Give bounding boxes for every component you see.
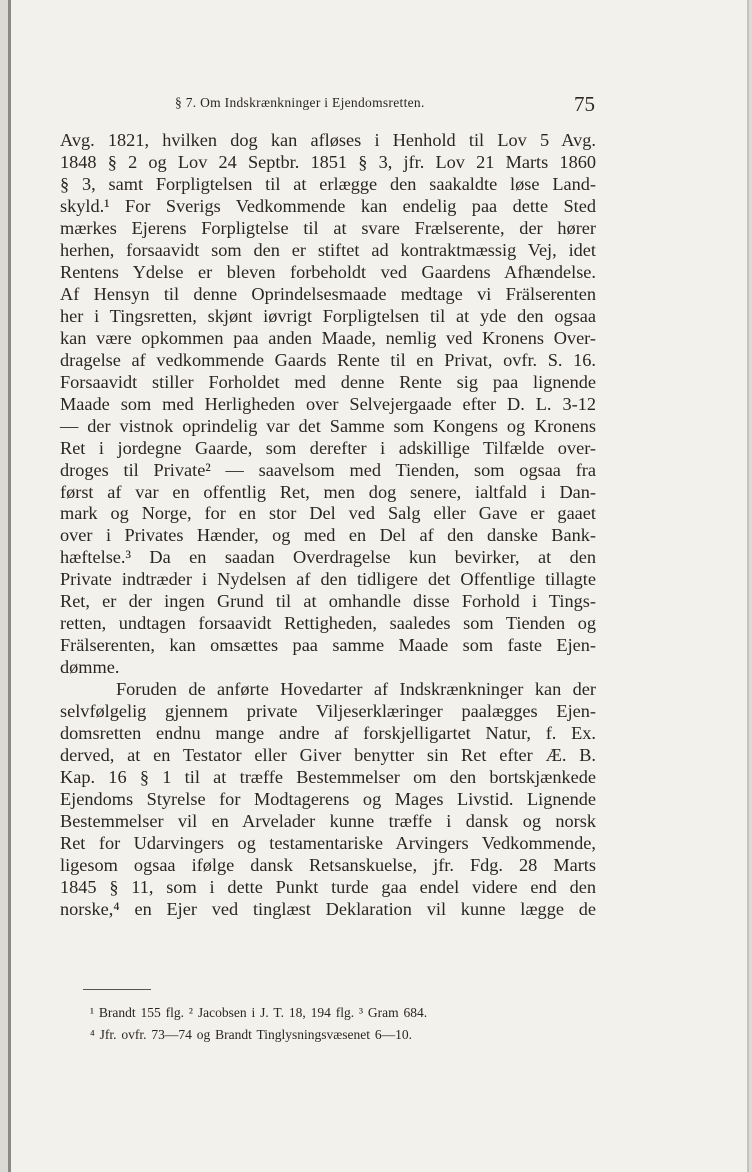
text-line: dragelse af vedkommende Gaards Rente til en Privat, ovfr. S. 16. [60, 349, 596, 370]
body-text [60, 130, 596, 921]
text-line: mark og Norge, for en stor Del ved Salg eller Gave er gaaet [60, 503, 596, 524]
text-line: herhen, forsaavidt som den er stiftet ad kontraktmæssig Vej, idet [60, 239, 596, 260]
footnote-rule [83, 989, 151, 990]
text-line: Af Hensyn til denne Oprindelsesmaade medtage vi Frälserenten [60, 283, 596, 304]
text-line: Ret, er der ingen Grund til at omhandle disse Forhold i Tings- [60, 591, 596, 612]
text-line: — der vistnok oprindelig var det Samme som Kongens og Kronens [60, 415, 596, 436]
text-line: Ejendoms Styrelse for Modtagerens og Mages Livstid. Lignende [60, 789, 596, 810]
text-line: § 3, samt Forpligtelsen til at erlægge den saakaldte løse Land- [60, 173, 596, 194]
text-line: Maade som med Herligheden over Selvejergaade efter D. L. 3-12 [60, 393, 596, 414]
text-line: ligesom ogsaa ifølge dansk Retsanskuelse, jfr. Fdg. 28 Marts [60, 854, 596, 875]
footnote-line: ¹ Brandt 155 flg. ² Jacobsen i J. T. 18, 194 flg. ³ Gram 684. [90, 1005, 428, 1020]
text-line: derved, at en Testator eller Giver benytter sin Ret efter Æ. B. [60, 745, 596, 766]
text-line: selvfølgelig gjennem private Viljeserklæringer paalægges Ejen- [60, 701, 596, 722]
text-line: Forsaavidt stiller Forholdet med denne Rente sig paa lignende [60, 371, 596, 392]
text-line: Private indtræder i Nydelsen af den tidligere det Offentlige tillagte [60, 569, 596, 590]
text-line: kan være opkommen paa anden Maade, nemlig ved Kronens Over- [60, 327, 596, 348]
text-line: skyld.¹ For Sverigs Vedkommende kan endelig paa dette Sted [60, 195, 596, 216]
text-line: Ret i jordegne Gaarde, som derefter i adskillige Tilfælde over- [60, 437, 596, 458]
text-line: Foruden de anførte Hovedarter af Indskrænkninger kan der [116, 679, 596, 700]
text-line: 1845 § 11, som i dette Punkt turde gaa endel videre end den [60, 876, 596, 897]
text-line: Rentens Ydelse er bleven forbeholdt ved Gaardens Afhændelse. [60, 261, 596, 282]
text-line: domsretten endnu mange andre af forskjelligartet Natur, f. Ex. [60, 723, 596, 744]
running-head: § 7. Om Indskrænkninger i Ejendomsretten. [175, 95, 425, 110]
text-line: mærkes Ejerens Forpligtelse til at svare Frælserente, der hører [60, 217, 596, 238]
text-line: Avg. 1821, hvilken dog kan afløses i Henhold til Lov 5 Avg. [60, 130, 596, 150]
text-line: norske,⁴ en Ejer ved tinglæst Deklaration vil kunne lægge de [60, 898, 596, 919]
text-line: Kap. 16 § 1 til at træffe Bestemmelser om den bortskjænkede [60, 767, 596, 788]
text-line: over i Privates Hænder, og med en Del af den danske Bank- [60, 525, 596, 546]
text-line: Ret for Udarvingers og testamentariske Arvingers Vedkommende, [60, 833, 596, 853]
text-line: dømme. [60, 657, 120, 678]
text-line: hæftelse.³ Da en saadan Overdragelse kun bevirker, at den [60, 547, 596, 568]
text-line: droges til Private² — saavelsom med Tienden, som ogsaa fra [60, 459, 596, 480]
text-line: først af var en offentlig Ret, men dog senere, ialtfald i Dan- [60, 481, 596, 502]
page-header [0, 92, 752, 114]
text-line: Bestemmelser vil en Arvelader kunne træffe i dansk og norsk [60, 811, 596, 832]
text-line: retten, undtagen forsaavidt Rettigheden, saaledes som Tienden og [60, 613, 596, 634]
text-line: Frälserenten, kan omsættes paa samme Maade som faste Ejen- [60, 635, 596, 656]
text-line: 1848 § 2 og Lov 24 Septbr. 1851 § 3, jfr. Lov 21 Marts 1860 [60, 151, 596, 172]
footnotes [90, 1002, 590, 1046]
footnote-line: ⁴ Jfr. ovfr. 73—74 og Brandt Tinglysningsvæsenet 6—10. [90, 1027, 412, 1042]
page-number: 75 [574, 92, 595, 116]
text-line: her i Tingsretten, skjønt iøvrigt Forpligtelsen til at yde den ogsaa [60, 305, 596, 326]
